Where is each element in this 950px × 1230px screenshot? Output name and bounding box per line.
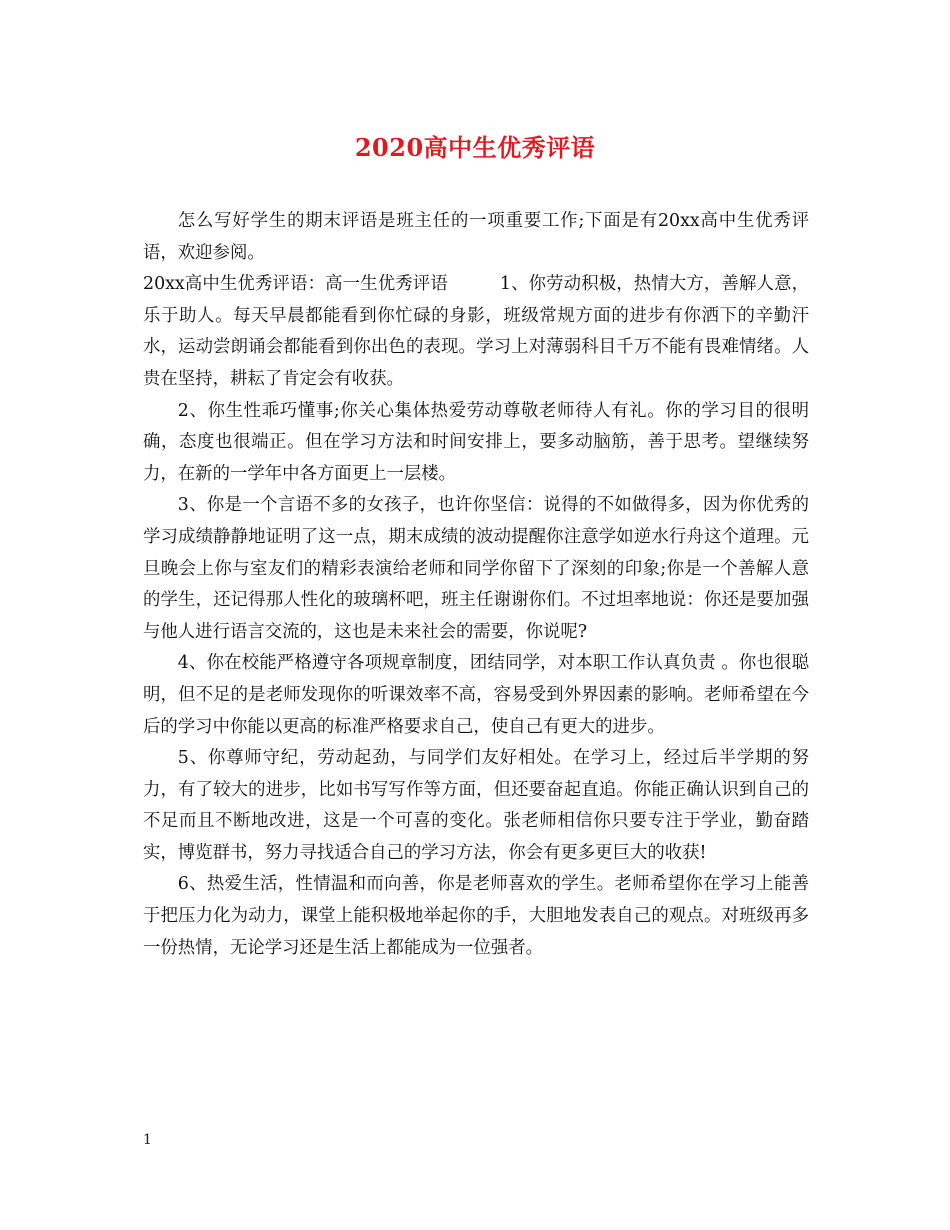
comment-item-6: 6、热爱生活，性情温和而向善，你是老师喜欢的学生。老师希望你在学习上能善于把压力化为动力，课堂上能积极地举起你的手，大胆地发表自己的观点。对班级再多一份热情，无论学习还是生活上都能成为一位强者。 bbox=[143, 874, 809, 958]
comment-item-5: 5、你尊师守纪，劳动起劲，与同学们友好相处。在学习上，经过后半学期的努力，有了较大的进步，比如书写写作等方面，但还要奋起直追。你能正确认识到自己的不足而且不断地改进，这是一个可喜的变化。张老师相信你只要专注于学业，勤奋踏实，博览群书，努力寻找适合自己的学习方法，你会有更多更巨大的收获! bbox=[143, 748, 809, 863]
section-paragraph bbox=[143, 269, 809, 395]
comment-item-4: 4、你在校能严格遵守各项规章制度，团结同学，对本职工作认真负责 。你也很聪明，但不足的是老师发现你的听课效率不高，容易受到外界因素的影响。老师希望在今后的学习中你能以更高的标准严格要求自己，使自己有更大的进步。 bbox=[143, 653, 809, 737]
comment-item-3: 3、你是一个言语不多的女孩子，也许你坚信：说得的不如做得多，因为你优秀的学习成绩静静地证明了这一点，期末成绩的波动提醒你注意学如逆水行舟这个道理。元旦晚会上你与室友们的精彩表演给老师和同学你留下了深刻的印象;你是一个善解人意的学生，还记得那人性化的玻璃杯吧，班主任谢谢你们。不过坦率地说：你还是要加强与他人进行语言交流的，这也是未来社会的需要，你说呢? bbox=[143, 495, 809, 642]
document-body bbox=[143, 206, 809, 964]
page-number: 1 bbox=[143, 1132, 152, 1148]
comment-item-2: 2、你生性乖巧懂事;你关心集体热爱劳动尊敬老师待人有礼。你的学习目的很明确，态度也很端正。但在学习方法和时间安排上，要多动脑筋，善于思考。望继续努力，在新的一学年中各方面更上一层楼。 bbox=[143, 400, 809, 484]
section-heading: 20xx高中生优秀评语：高一生优秀评语 bbox=[143, 274, 448, 295]
comment-item-1: 1、你劳动积极，热情大方，善解人意，乐于助人。每天早晨都能看到你忙碌的身影，班级常规方面的进步有你洒下的辛勤汗水，运动尝朗诵会都能看到你出色的表现。学习上对薄弱科目千万不能有畏难情绪。人贵在坚持，耕耘了肯定会有收获。 bbox=[143, 274, 809, 389]
intro-paragraph: 怎么写好学生的期末评语是班主任的一项重要工作;下面是有20xx高中生优秀评语，欢迎参阅。 bbox=[143, 211, 809, 263]
document-title: 2020高中生优秀评语 bbox=[354, 133, 596, 162]
